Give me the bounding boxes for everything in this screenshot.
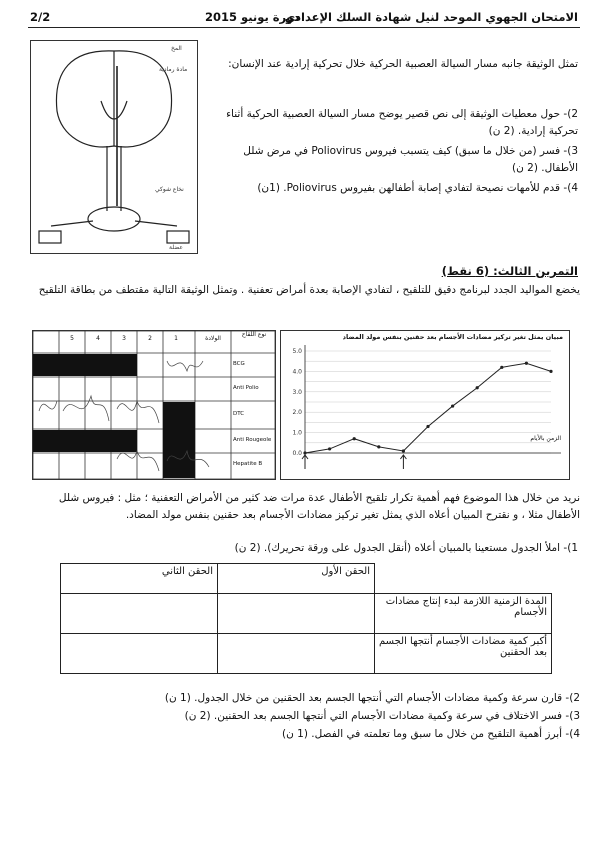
y-tick-label: 3.0	[292, 388, 302, 396]
data-point	[476, 386, 479, 389]
antibody-graph	[281, 331, 569, 479]
brainstem	[107, 146, 121, 211]
table-header-second: الحقن الثاني	[61, 564, 218, 594]
data-point	[328, 447, 331, 450]
part2-intro: تمثل الوثيقة جانبه مسار السيالة العصبية الحركية خلال تحركية إرادية عند الإنسان:	[228, 58, 578, 70]
data-point	[353, 437, 356, 440]
spinal-cord-section	[88, 207, 140, 231]
exercise3-question-1: 1)- املأ الجدول مستعينا بالمبيان أعلاه (أنقل الجدول على ورقة تحريرك). (2 ن)	[234, 542, 578, 554]
exercise3-paragraph: نريد من خلال هذا الموضوع فهم أهمية تكرار تلقيح الأطفال عدة مرات ضد كثير من الأمراض التعفنية ؛ مثل : فيروس شلل الأطفال مثلا ، و نقترح المبيان أعلاه الذي يمثل تغير تركيز مضادات الأجسام بعد حقنين بنفس مولد المضاد.	[58, 492, 580, 521]
data-point	[549, 370, 552, 373]
table-corner	[375, 564, 552, 594]
page-number: 2/2	[30, 10, 51, 24]
col-header-birth: الولادة	[205, 335, 221, 342]
y-tick-label: 0.0	[292, 450, 302, 457]
exercise3-question-3: 3)- فسر الاختلاف في سرعة وكمية مضادات الأجسام التي أنتجها الجسم بعد الحقنين. (2 ن)	[184, 710, 580, 722]
cell-r2-first[interactable]	[218, 634, 375, 674]
label-grey-matter: مادة رمادية	[159, 66, 188, 73]
injection-arrow	[400, 455, 406, 469]
header-divider	[28, 27, 580, 28]
part2-question-4: 4)- قدم للأمهات نصيحة لتفادي إصابة أطفالهن بفيروس Poliovirus. (1ن)	[257, 182, 578, 194]
exercise3-question-2: 2)- قارن سرعة وكمية مضادات الأجسام التي أنتجها الجسم بعد الحقنين من خلال الجدول. (1 ن)	[164, 692, 580, 704]
vaccination-card	[32, 330, 276, 480]
brain-diagram-svg	[31, 41, 197, 253]
table-row-label-2: أكبر كمية مضادات الأجسام أنتجها الجسم بعد الحقنين	[375, 634, 552, 674]
graph-xlabel: الزمن بالأيام	[530, 435, 561, 442]
exercise3-intro: يخضع المواليد الجدد لبرنامج دقيق للتلقيح ، لتفادي الإصابة بعدة أمراض تعفنية . وتمثل الوثيقة التالية مقتطف من بطاقة التلقيح	[38, 284, 580, 296]
shade-bcg-row	[33, 354, 137, 376]
label-spinal-cord: نخاع شوكي	[155, 186, 184, 193]
row-rougeole: Anti Rougeole	[233, 437, 272, 443]
nerve-pathway-diagram	[30, 40, 198, 254]
muscle-right	[167, 231, 189, 243]
answer-table	[60, 563, 552, 674]
exam-title: الامتحان الجهوي الموحد لنيل شهادة السلك الإعدادي	[284, 10, 578, 24]
table-row-label-1: المدة الزمنية اللازمة لبدء إنتاج مضادات الأجسام	[375, 594, 552, 634]
y-tick-label: 1.0	[292, 429, 302, 437]
data-point	[303, 451, 306, 454]
cell-r2-second[interactable]	[61, 634, 218, 674]
graph-grid	[305, 351, 551, 453]
col-header-vaccine: نوع اللقاح	[241, 331, 267, 338]
row-polio: Anti Polio	[233, 385, 259, 391]
y-tick-labels	[292, 348, 302, 457]
part2-question-2: 2)- حول معطيات الوثيقة إلى نص قصير يوضح مسار السيالة العصبية الحركية أثناء تحركية إرادية. (2 ن)	[226, 108, 578, 137]
nerves	[51, 221, 177, 226]
series-line	[305, 363, 551, 453]
row-dtc: DTC	[233, 411, 245, 417]
data-point	[426, 425, 429, 428]
cell-r1-first[interactable]	[218, 594, 375, 634]
col-header-3: 3	[122, 335, 126, 342]
shade-rougeole-row	[33, 430, 137, 452]
graph-title: مبيان يمثل تغير تركيز مضادات الأجسام بعد حقنين بنفس مولد المضاد	[342, 333, 563, 341]
label-brain: المخ	[171, 45, 182, 52]
injection-markers	[302, 455, 406, 469]
y-tick-label: 5.0	[292, 348, 302, 355]
injection-arrow	[302, 455, 308, 469]
muscle-left	[39, 231, 61, 243]
row-bcg: BCG	[233, 361, 245, 367]
data-point	[377, 445, 380, 448]
antibody-series	[303, 362, 552, 455]
table-header-first: الحقن الأول	[218, 564, 375, 594]
label-muscle: عضلة	[169, 244, 183, 251]
data-point	[451, 404, 454, 407]
antibody-graph-frame	[280, 330, 570, 480]
exercise3-title: التمرين الثالث: (6 نقط)	[441, 264, 578, 278]
part2-question-3: 3)- فسر (من خلال ما سبق) كيف يتسبب فيروس Poliovirus في مرض شلل الأطفال. (2 ن)	[243, 145, 578, 174]
y-tick-label: 2.0	[292, 409, 302, 417]
data-point	[500, 366, 503, 369]
col-header-2: 2	[148, 335, 152, 342]
data-point	[525, 362, 528, 365]
col-header-4: 4	[96, 335, 100, 342]
exam-header	[30, 8, 578, 28]
col-header-1: 1	[174, 335, 178, 342]
vaccination-card-grid	[33, 331, 275, 479]
exercise3-question-4: 4)- أبرز أهمية التلقيح من خلال ما سبق وما تعلمته في الفصل. (1 ن)	[282, 728, 580, 740]
col-header-5: 5	[70, 335, 74, 342]
row-hepatite: Hepatite B	[233, 461, 263, 467]
data-point	[402, 449, 405, 452]
shade-birth-col	[163, 402, 195, 478]
exam-session: دورة يونيو 2015	[205, 10, 300, 24]
cell-r1-second[interactable]	[61, 594, 218, 634]
y-tick-label: 4.0	[292, 368, 302, 376]
